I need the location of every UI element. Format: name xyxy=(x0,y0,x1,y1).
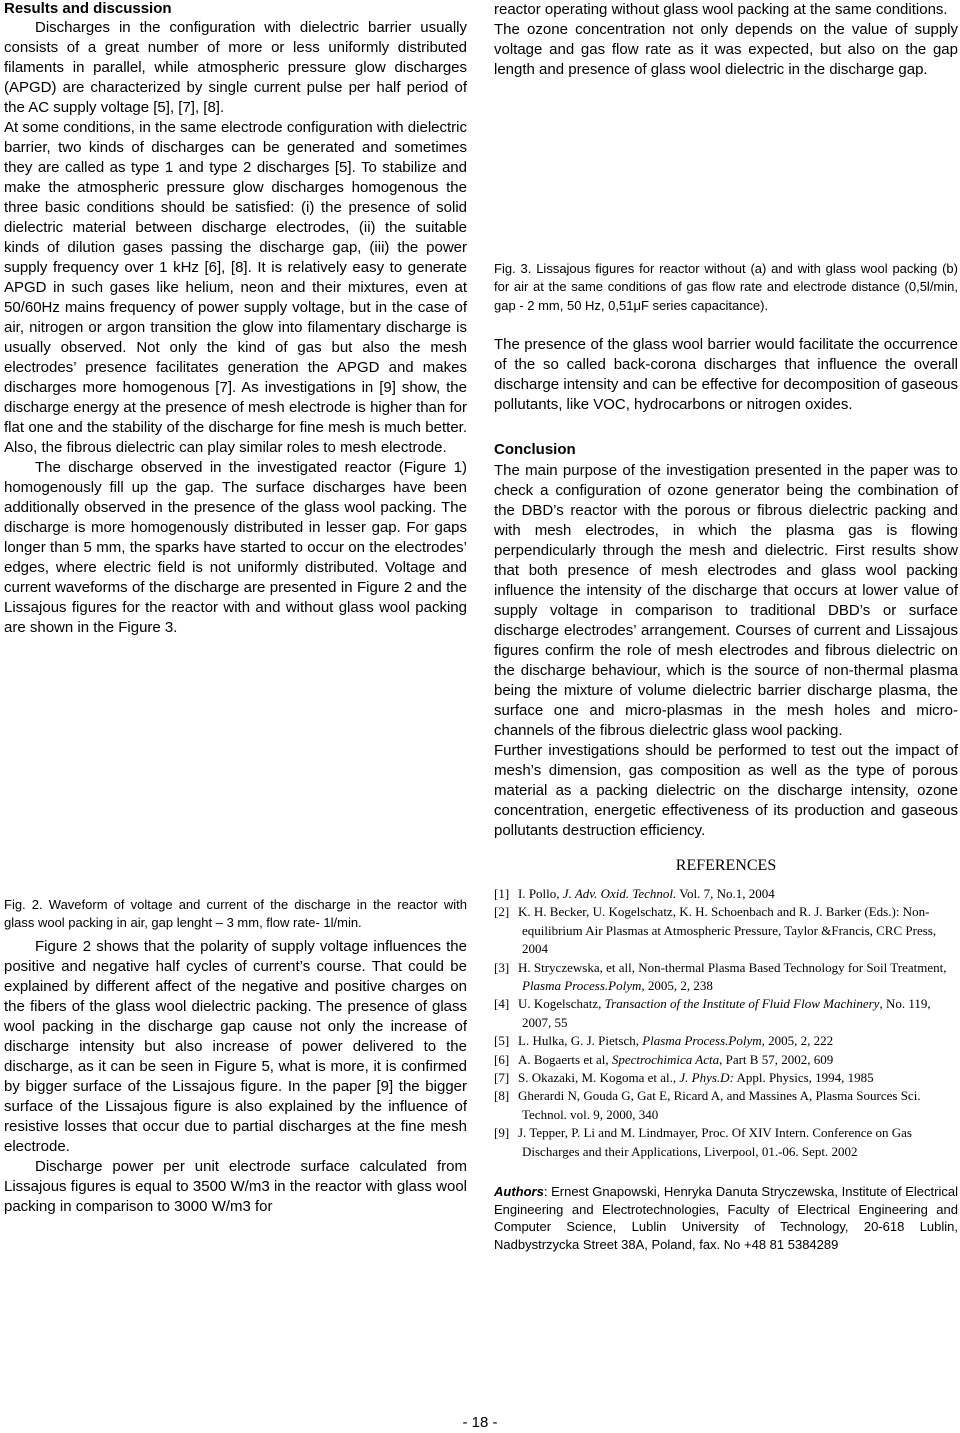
conclusion-paragraph-1: The main purpose of the investigation presented in the paper was to check a configuration of ozone generator being the combination of the DBD’s reactor with the porous or fibrous dielectric packing and with mesh electrodes, in which the plasma gas is flowing perpendicularly through the mesh and dielectric. First results show that both presence of mesh electrodes and glass wool packing influence the intensity of the discharge that occurs at lower value of supply voltage in comparison to traditional DBD’s or surface discharge electrodes’ arrangement. Courses of current and Lissajous figures confirm the role of mesh electrodes and fibrous dielectric on the discharge behaviour, which is the source of non-thermal plasma being the mixture of volume dielectric barrier discharge plasma, the surface one and micro-plasmas in the mesh holes and micro-channels of the fibrous dielectric glass wool packing. xyxy=(494,461,958,739)
reference-pre: U. Kogelschatz, xyxy=(518,996,605,1012)
reference-number: [9] xyxy=(494,1125,510,1141)
ozone-paragraph: The ozone concentration not only depends on the value of supply voltage and gas flow rate as it was expected, but also on the gap length and presence of glass wool dielectric in the discharge gap. xyxy=(494,21,958,78)
reference-pre: A. Bogaerts et al, xyxy=(518,1051,612,1067)
results-paragraph-3: Figure 2 shows that the polarity of supply voltage influences the positive and negative half cycles of current’s course. That could be explained by different affect of the negative and positive charges on the fibers of the glass wool dielectric packing. The presence of glass wool packing in the discharge gap cause not only the increase of discharge intensity but also increase of power delivered to the discharge, as it can be seen in Figure 5, what is more, it is confirmed by bigger surface of the Lissajous figure. In the paper [9] the bigger surface of the Lissajous figure is also explained by the influence of resistive losses that occur due to partial discharges at the fine mesh electrode. xyxy=(4,937,467,1155)
reference-number: [5] xyxy=(494,1033,510,1049)
authors-block xyxy=(494,1183,958,1253)
reference-item xyxy=(494,1087,958,1124)
reference-pre: I. Pollo, xyxy=(518,885,563,901)
page-number: - 18 - xyxy=(462,1414,498,1431)
results-paragraph-2: The discharge observed in the investigated reactor (Figure 1) homogenously fill up the gap. The surface discharges have been additionally observed in the presence of the glass wool packing. The discharge is more homogenously distributed in lesser gap. For gaps longer than 5 mm, the sparks have started to occur on the electrodes’ edges, where electric field is not uniformly distributed. Voltage and current waveforms of the discharge are presented in Figure 2 and the Lissajous figures for the reactor with and without glass wool packing are shown in the Figure 3. xyxy=(4,459,467,636)
reference-ital: Spectrochimica Acta xyxy=(611,1051,720,1067)
reference-pre: S. Okazaki, M. Kogoma et al., xyxy=(518,1069,680,1085)
references-heading: REFERENCES xyxy=(675,856,777,874)
figure-3-placeholder xyxy=(494,80,958,260)
reference-number: [7] xyxy=(494,1069,510,1085)
conclusion-heading: Conclusion xyxy=(494,440,576,458)
reference-ital: Transaction of the Institute of Fluid Flow Machinery xyxy=(604,996,880,1012)
reference-post: 2005, 2, 222 xyxy=(764,1033,834,1049)
reference-number: [1] xyxy=(494,885,510,901)
reference-number: [8] xyxy=(494,1088,510,1104)
reference-post: , 2005, 2, 238 xyxy=(641,977,713,993)
reference-post: Appl. Physics, 1994, 1985 xyxy=(733,1069,874,1085)
reference-post: , Part B 57, 2002, 609 xyxy=(719,1051,834,1067)
reference-item xyxy=(494,903,958,958)
reference-pre: L. Hulka, G. J. Pietsch, xyxy=(518,1033,643,1049)
reference-number: [6] xyxy=(494,1051,510,1067)
right-column xyxy=(494,0,958,1253)
reference-item xyxy=(494,959,958,996)
figure-2-caption: Fig. 2. Waveform of voltage and current of the discharge in the reactor with glass wool packing in air, gap lenght – 3 mm, flow rate- 1l/min. xyxy=(4,897,467,931)
reference-ital: J. Phys.D: xyxy=(679,1069,734,1085)
reference-pre: H. Stryczewska, et all, Non-thermal Plasma Based Technology for Soil Treatment, xyxy=(518,959,947,975)
reference-post: , No. 119, 2007, 55 xyxy=(522,996,931,1030)
authors-text: : Ernest Gnapowski, Henryka Danuta Stryczewska, Institute of Electrical Engineering and Electrotechnologies, Faculty of Electrical Engineering and Computer Science, Lublin University of Technology, 20-618 Lublin, Nadbystrzycka Street 38A, Poland, fax. No +48 81 5384289 xyxy=(494,1183,958,1252)
reference-item xyxy=(494,885,958,903)
figure-3-caption: Fig. 3. Lissajous figures for reactor without (a) and with glass wool packing (b) for air at the same conditions of gas flow rate and electrode distance (0,5l/min, gap - 2 mm, 50 Hz, 0,51μF series capacitance). xyxy=(494,261,958,313)
reference-post: Vol. 7, No.1, 2004 xyxy=(676,885,775,901)
reference-ital: Plasma Process.Polym xyxy=(522,977,642,993)
reference-number: [4] xyxy=(494,996,510,1012)
reference-item xyxy=(494,1032,958,1050)
reference-ital: J. Adv. Oxid. Technol. xyxy=(562,885,677,901)
reference-item xyxy=(494,1124,958,1161)
reference-ital: Plasma Process.Polym, xyxy=(642,1033,765,1049)
results-paragraph-1a: Discharges in the configuration with dielectric barrier usually consists of a great number of more or less uniformly distributed filaments in parallel, while atmospheric pressure glow discharges (APGD) are characterized by single current pulse per half period of the AC supply voltage [5], [7], [8]. xyxy=(4,19,467,116)
reference-pre: Gherardi N, Gouda G, Gat E, Ricard A, and Massines A, Plasma Sources Sci. Technol. vol. 9, 2000, 340 xyxy=(518,1088,921,1122)
reference-item xyxy=(494,995,958,1032)
reference-item xyxy=(494,1051,958,1069)
figure-2-placeholder xyxy=(4,638,467,896)
reference-number: [3] xyxy=(494,959,510,975)
results-paragraph-1b: At some conditions, in the same electrode configuration with dielectric barrier, two kinds of discharges can be generated and sometimes they are called as type 1 and type 2 discharges [5]. To stabilize and make the atmospheric pressure glow discharges homogenous the three basic conditions should be satisfied: (i) the presence of solid dielectric material between discharge electrodes, (ii) the suitable kinds of dilution gases passing the discharge gap, (iii) the power supply frequency over 1 kHz [6], [8]. It is relatively easy to generate APGD in such gases like helium, neon and their mixtures, even at 50/60Hz mains frequency of power supply voltage, but in the case of air, nitrogen or argon transition the glow into filamentary discharge is usually observed. Not only the kind of gas but also the mesh electrodes’ presence facilitates generation the APGD and makes discharges more homogenous [7]. As investigations in [9] show, the discharge energy at the presence of mesh electrode is higher than for flat one and the stability of the discharge for fine mesh is much better. Also, the fibrous dielectric can play similar roles to mesh electrode. xyxy=(4,119,467,456)
reference-number: [2] xyxy=(494,904,510,920)
conclusion-paragraph-2: Further investigations should be performed to test out the impact of mesh’s dimension, gas composition as well as the type of porous material as a packing dielectric on the discharge intensity, ozone concentration, energetic effectiveness of its production and gaseous pollutants destruction efficiency. xyxy=(494,741,958,839)
reference-item xyxy=(494,1069,958,1087)
results-paragraph-4: Discharge power per unit electrode surface calculated from Lissajous figures is equal to 3500 W/m3 in the reactor with glass wool packing in comparison to 3000 W/m3 for xyxy=(4,1157,467,1215)
glass-wool-paragraph: The presence of the glass wool barrier would facilitate the occurrence of the so called back-corona discharges that influence the overall discharge intensity and can be effective for decomposition of gaseous pollutants, like VOC, hydrocarbons or nitrogen oxides. xyxy=(494,335,958,413)
continued-paragraph: reactor operating without glass wool packing at the same conditions. xyxy=(494,1,948,18)
reference-pre: K. H. Becker, U. Kogelschatz, K. H. Schoenbach and R. J. Barker (Eds.): Non-equilibrium Air Plasmas at Atmospheric Pressure, Taylor &Francis, CRC Press, 2004 xyxy=(518,904,937,957)
results-heading: Results and discussion xyxy=(4,0,172,17)
left-column xyxy=(4,0,467,1217)
authors-label: Authors xyxy=(494,1183,544,1199)
references-list xyxy=(494,885,958,1161)
reference-pre: J. Tepper, P. Li and M. Lindmayer, Proc. Of XIV Intern. Conference on Gas Discharges and their Applications, Liverpool, 01.-06. Sept. 2002 xyxy=(518,1125,912,1159)
